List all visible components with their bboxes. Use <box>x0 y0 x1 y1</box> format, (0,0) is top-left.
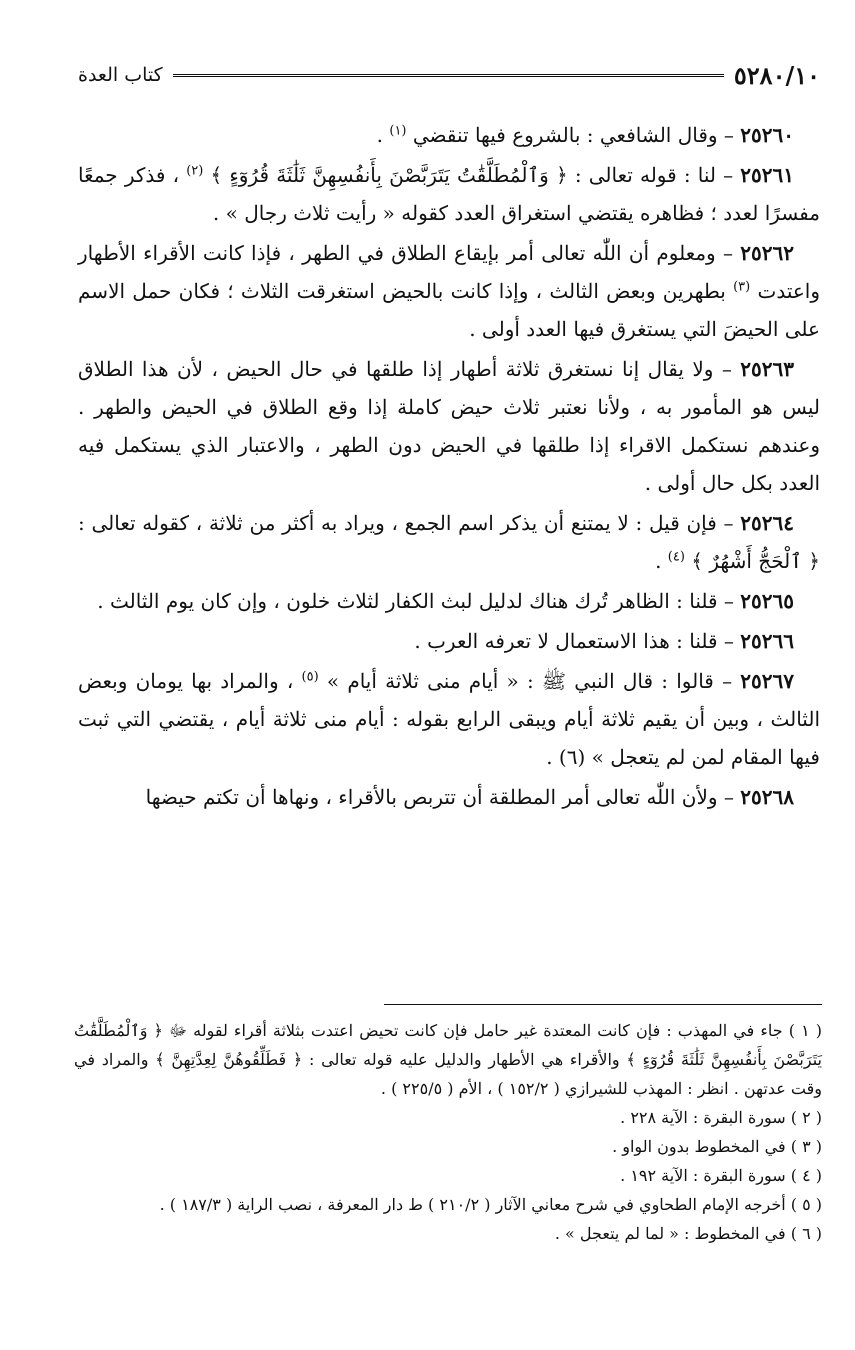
paragraph-number: ٢٥٢٦٥ <box>740 589 794 613</box>
paragraph-text: – ولا يقال إنا نستغرق ثلاثة أطهار إذا طلقها في حال الحيض ، لأن هذا الطلاق ليس هو المأمور به ، ولأنا نعتبر ثلاث حيض كاملة إذا وقع الطلاق في الحيض والطهر . وعندهم نستكمل الاقراء إذا طلقها في الحيض دون الطهر ، والاعتبار الذي يستكمل فيه العدد بكل حال أولى . <box>78 357 820 495</box>
footnote-ref: (٤) <box>667 549 685 565</box>
paragraph-text: – فإن قيل : لا يمتنع أن يذكر اسم الجمع ، ويراد به أكثر من ثلاثة ، كقوله تعالى : ﴿ ٱلْحَجُّ أَشْهُرٌ ﴾ <box>78 511 820 573</box>
paragraph-number: ٢٥٢٦٤ <box>740 511 795 535</box>
paragraph-text-after: . <box>376 123 390 147</box>
paragraph <box>78 778 820 816</box>
footnote: ( ٢ ) سورة البقرة : الآية ٢٢٨ . <box>620 1108 822 1127</box>
paragraph-text: – قالوا : قال النبي ﷺ : « أيام منى ثلاثة أيام » <box>326 669 733 693</box>
paragraph-text: – قلنا : الظاهر تُرك هناك لدليل لبث الكفار لثلاث خلون ، وإن كان يوم الثالث . <box>97 589 734 613</box>
main-text <box>78 116 820 818</box>
footnote-ref: (٣) <box>733 279 751 295</box>
footnote: ( ٥ ) أخرجه الإمام الطحاوي في شرح معاني الآثار ( ٢١٠/٢ ) ط دار المعرفة ، نصب الراية ( ١٨٧/٣ ) . <box>159 1195 822 1214</box>
paragraph <box>78 582 820 620</box>
paragraph <box>78 350 820 502</box>
paragraph-text-after: . <box>655 549 668 573</box>
paragraph-text-after: بطهرين وبعض الثالث ، وإذا كانت بالحيض استغرقت الثلاث ؛ فكان حمل الاسم على الحيضَ التي يستغرق فيها العدد أولى . <box>78 279 820 341</box>
paragraph-text: – ولأن اللّٰه تعالى أمر المطلقة أن تتربص بالأقراء ، ونهاها أن تكتم حيضها <box>145 785 734 809</box>
page-header <box>78 58 820 92</box>
page-number: ٥٢٨٠/١٠ <box>733 60 820 90</box>
book-title: كتاب العدة <box>78 64 163 86</box>
footnote-ref: (١) <box>389 123 407 139</box>
paragraph-text: – وقال الشافعي : بالشروع فيها تنقضي <box>412 123 734 147</box>
paragraph-number: ٢٥٢٦٦ <box>740 629 794 653</box>
paragraph <box>78 234 820 348</box>
footnote-ref: (٢) <box>186 163 204 179</box>
paragraph <box>78 662 820 776</box>
paragraph <box>78 156 820 232</box>
footnote-separator <box>384 1004 822 1005</box>
footnotes <box>74 1016 822 1248</box>
paragraph-number: ٢٥٢٦٠ <box>740 123 794 147</box>
paragraph-number: ٢٥٢٦٨ <box>740 785 794 809</box>
paragraph-number: ٢٥٢٦٣ <box>740 357 795 381</box>
paragraph <box>78 504 820 580</box>
footnote: ( ٤ ) سورة البقرة : الآية ١٩٢ . <box>620 1166 822 1185</box>
paragraph-text: – قلنا : هذا الاستعمال لا تعرفه العرب . <box>414 629 734 653</box>
paragraph-number: ٢٥٢٦٢ <box>740 241 794 265</box>
footnote: ( ٦ ) في المخطوط : « لما لم يتعجل » . <box>554 1224 822 1243</box>
paragraph-text: – لنا : قوله تعالى : ﴿ وَٱلْمُطَلَّقَٰتُ يَتَرَبَّصْنَ بِأَنفُسِهِنَّ ثَلَٰثَةَ قُرُوٓءٍ ﴾ <box>210 163 734 187</box>
paragraph-text-after: ، فذكر جمعًا مفسرًا لعدد ؛ فظاهره يقتضي استغراق العدد كقوله « رأيت ثلاث رجال » . <box>78 163 820 225</box>
header-rule <box>173 74 724 79</box>
footnote-ref: (٥) <box>301 669 319 685</box>
paragraph-text: – ومعلوم أن اللّٰه تعالى أمر بإيقاع الطلاق في الطهر ، فإذا كانت الأقراء الأطهار واعتدت <box>78 241 821 303</box>
paragraph <box>78 116 820 154</box>
paragraph-text-after: ، والمراد بها يومان وبعض الثالث ، وبين أن يقيم ثلاثة أيام ويبقى الرابع بقوله : أيام منى ثلاثة أيام ، يقتضي التي ثبت فيها المقام لمن لم يتعجل » (٦) . <box>78 669 820 769</box>
footnote: ( ٣ ) في المخطوط بدون الواو . <box>612 1137 822 1156</box>
footnote: ( ١ ) جاء في المهذب : فإن كانت المعتدة غير حامل فإن كانت تحيض اعتدت بثلاثة أقراء لقوله ﷻ ﴿ وَٱلْمُطَلَّقَٰتُ يَتَرَبَّصْنَ بِأَنفُسِهِنَّ ثَلَٰثَةَ قُرُوٓءٍ ﴾ والأقراء هي الأطهار والدليل عليه قوله تعالى : ﴿ فَطَلِّقُوهُنَّ لِعِدَّتِهِنَّ ﴾ والمراد في وقت عدتهن . انظر : المهذب للشيرازي ( ١٥٢/٢ ) ، الأم ( ٢٢٥/٥ ) . <box>74 1021 822 1098</box>
paragraph-number: ٢٥٢٦١ <box>740 163 795 187</box>
paragraph-number: ٢٥٢٦٧ <box>740 669 795 693</box>
paragraph <box>78 622 820 660</box>
